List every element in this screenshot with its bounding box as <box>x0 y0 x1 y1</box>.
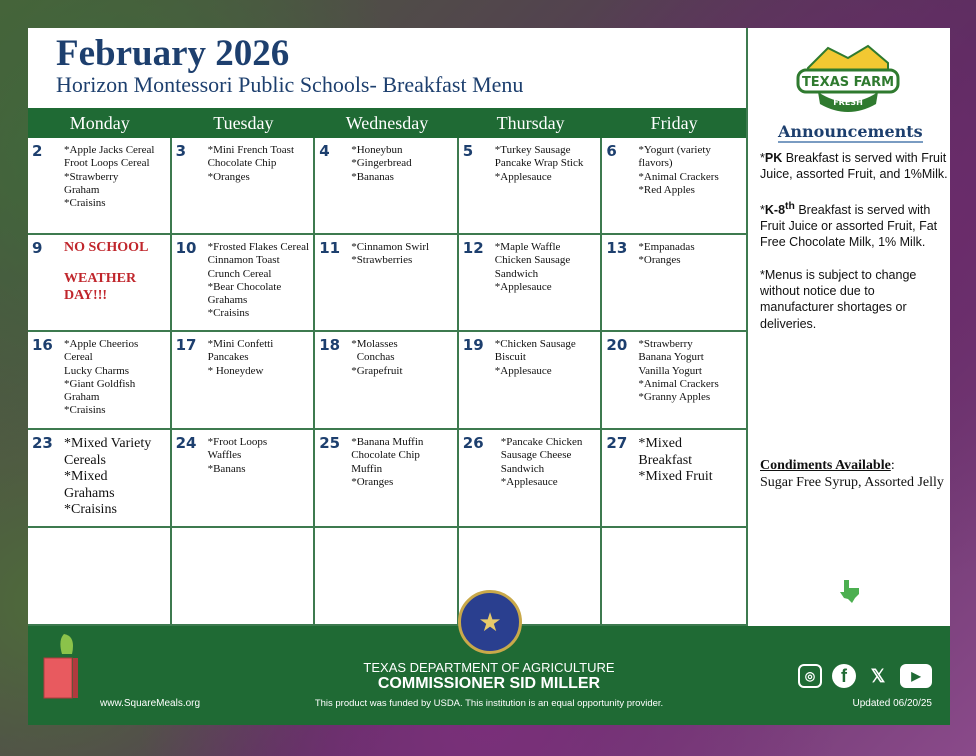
menu-item: *Empanadas <box>638 241 695 253</box>
menu-item: Cereal <box>64 351 93 364</box>
menu-item: Breakfast <box>638 452 693 468</box>
day-cell <box>459 235 603 332</box>
weekday-tuesday: Tuesday <box>213 113 274 133</box>
calendar-grid <box>28 138 746 626</box>
weekday-monday: Monday <box>69 113 130 133</box>
condiments-text: Sugar Free Syrup, Assorted Jelly <box>760 474 944 490</box>
menu-items <box>638 434 712 526</box>
announcements-text <box>760 150 948 348</box>
menus-note: *Menus is subject to change without notice due to manufacturer shortages or deliveries. <box>760 267 917 331</box>
tda-seal: ★ <box>458 590 522 654</box>
menu-item: *Craisins <box>64 197 106 210</box>
menu-item: *Animal Crackers <box>638 170 719 183</box>
menu-item: Sausage Cheese <box>500 449 572 462</box>
menu-item: *Bear Chocolate <box>207 280 282 293</box>
menu-item: Grahams <box>64 485 115 501</box>
day-number: 20 <box>606 336 628 354</box>
menu-item: *Mixed <box>638 436 682 451</box>
menu-items <box>495 434 583 526</box>
weekday-header <box>28 108 746 138</box>
menu-calendar <box>28 28 950 725</box>
day-number: 23 <box>32 434 53 452</box>
menu-items <box>64 434 151 526</box>
footer <box>28 606 950 725</box>
day-number: 17 <box>175 336 197 354</box>
menu-item: *Apple Jacks Cereal <box>64 144 155 156</box>
menu-item: *Oranges <box>638 254 681 267</box>
menu-item: *Applesauce <box>500 475 558 488</box>
notice-line: DAY!!! <box>64 288 108 303</box>
menu-item: *Mini Confetti <box>207 338 274 350</box>
menu-item: *Craisins <box>64 404 106 417</box>
menu-item: *Cinnamon Swirl <box>351 241 430 253</box>
menu-item: *Frosted Flakes Cereal <box>207 241 310 253</box>
day-cell <box>602 138 746 235</box>
notice-line: NO SCHOOL <box>64 240 149 255</box>
day-number: 6 <box>606 142 617 160</box>
menu-item: Cinnamon Toast <box>207 254 280 267</box>
menu-item: *Banans <box>207 462 246 475</box>
day-number: 24 <box>175 434 197 452</box>
day-cell <box>172 430 316 528</box>
day-number: 9 <box>32 239 43 257</box>
menu-item: *Mixed Variety <box>64 436 152 451</box>
menu-item: Chocolate Chip <box>207 157 277 170</box>
day-number: 13 <box>606 239 628 257</box>
menu-items <box>351 434 423 526</box>
day-cell <box>172 138 316 235</box>
day-number: 11 <box>319 239 341 257</box>
menu-item: *Strawberries <box>351 254 413 267</box>
condiments-label: Condiments Available <box>760 458 891 473</box>
menu-item: Crunch Cereal <box>207 267 272 280</box>
menu-item: *Banana Muffin <box>351 436 424 448</box>
weekday-thursday: Thursday <box>496 113 565 133</box>
day-number: 19 <box>462 336 484 354</box>
day-cell <box>602 528 746 626</box>
day-number: 25 <box>319 434 341 452</box>
menu-item: Chocolate Chip <box>351 449 420 462</box>
menu-item: *Turkey Sausage <box>494 144 571 156</box>
menu-items <box>208 336 274 428</box>
disclaimer: This product was funded by USDA. This institution is an equal opportunity provider. <box>314 698 664 709</box>
header <box>28 28 746 108</box>
day-number: 12 <box>462 239 484 257</box>
day-cell <box>172 235 316 332</box>
menu-item: Chicken Sausage <box>494 254 571 267</box>
menu-item: Conchas <box>351 351 395 364</box>
day-cell <box>28 430 172 528</box>
day-number: 27 <box>606 434 628 452</box>
notice-line: WEATHER <box>64 271 137 286</box>
notice-line <box>64 256 148 270</box>
menu-item: Sandwich <box>500 462 545 475</box>
announcements-heading: Announcements <box>778 122 923 141</box>
day-cell <box>602 430 746 528</box>
menu-item: *Grapefruit <box>351 364 403 377</box>
page-subtitle: Horizon Montessori Public Schools- Breakfast Menu <box>56 72 524 97</box>
menu-item: *Strawberry <box>64 170 119 183</box>
menu-items <box>638 142 718 233</box>
texas-farm-fresh-logo <box>788 38 908 118</box>
menu-item: Graham <box>64 183 100 196</box>
day-cell <box>459 332 603 430</box>
menu-items <box>208 434 268 526</box>
menu-item: *Honeybun <box>351 144 403 156</box>
menu-item: *Oranges <box>351 475 394 488</box>
day-cell <box>28 528 172 626</box>
menu-item: Vanilla Yogurt <box>638 364 702 377</box>
day-cell <box>315 430 459 528</box>
commissioner-name: COMMISSIONER SID MILLER <box>377 675 601 692</box>
menu-item: *Craisins <box>207 307 250 320</box>
menu-item: Lucky Charms <box>64 364 130 377</box>
menu-item: *Giant Goldfish <box>64 377 136 390</box>
weekday-friday: Friday <box>650 113 698 133</box>
day-cell <box>172 332 316 430</box>
pk-note: *PK Breakfast is served with Fruit Juice, assorted Fruit, and 1%Milk. <box>760 151 948 182</box>
menu-item: *Mixed Fruit <box>638 469 713 484</box>
menu-items <box>64 336 138 428</box>
day-cell <box>315 332 459 430</box>
menu-item: *Apple Cheerios <box>64 338 139 350</box>
youtube-icon[interactable]: ▶ <box>900 664 932 688</box>
menu-item: Grahams <box>207 294 248 307</box>
menu-item: *Mixed <box>64 469 108 484</box>
page-title: February 2026 <box>56 33 290 74</box>
menu-item: Sandwich <box>494 267 539 280</box>
day-cell <box>459 138 603 235</box>
menu-item: *Applesauce <box>494 280 552 293</box>
menu-item: Cereals <box>64 452 106 468</box>
day-cell <box>315 528 459 626</box>
menu-item: *Oranges <box>207 170 250 183</box>
day-number: 16 <box>32 336 53 354</box>
menu-item: *Mini French Toast <box>207 144 295 156</box>
condiments: Condiments Available: Sugar Free Syrup, Assorted Jelly <box>760 458 944 490</box>
day-cell <box>28 332 172 430</box>
menu-items <box>638 239 694 330</box>
dept-name: TEXAS DEPARTMENT OF AGRICULTURE <box>363 660 615 675</box>
menu-item: Graham <box>64 391 100 404</box>
day-cell <box>172 528 316 626</box>
menu-item: *Pancake Chicken <box>500 436 583 448</box>
menu-item: *Maple Waffle <box>494 241 561 253</box>
day-number: 26 <box>462 434 484 452</box>
svg-text:TEXAS FARM: TEXAS FARM <box>801 75 895 90</box>
texas-icon <box>836 578 862 604</box>
day-cell <box>602 235 746 332</box>
menu-items <box>64 239 148 330</box>
day-number: 3 <box>175 142 187 160</box>
svg-text:FRESH: FRESH <box>833 98 863 107</box>
website-link[interactable]: www.SquareMeals.org <box>100 698 201 709</box>
menu-item: *Applesauce <box>494 170 552 183</box>
menu-items <box>351 336 402 428</box>
facebook-icon[interactable]: f <box>832 664 856 688</box>
menu-item: *Chicken Sausage <box>494 338 576 350</box>
menu-items <box>208 239 309 330</box>
menu-item: *Animal Crackers <box>638 377 719 390</box>
menu-item: Biscuit <box>494 351 526 364</box>
day-cell <box>315 138 459 235</box>
day-cell <box>602 332 746 430</box>
k8-note: *K-8th Breakfast is served with Fruit Juice or assorted Fruit, Fat Free Chocolate Milk, 1% Milk. <box>760 200 938 250</box>
menu-items <box>495 239 570 330</box>
menu-items <box>351 142 411 233</box>
menu-item: Pancakes <box>207 351 249 364</box>
menu-item: *Strawberry <box>638 338 693 350</box>
menu-items <box>64 142 154 233</box>
menu-items <box>351 239 429 330</box>
menu-item: *Yogurt (variety <box>638 144 711 156</box>
day-number: 5 <box>462 142 474 160</box>
day-cell <box>28 138 172 235</box>
updated-date: Updated 06/20/25 <box>852 698 932 709</box>
day-number: 18 <box>319 336 341 354</box>
menu-item: *Applesauce <box>494 364 552 377</box>
menu-item: *Bananas <box>351 170 394 183</box>
day-cell <box>315 235 459 332</box>
menu-item: Banana Yogurt <box>638 351 704 364</box>
x-icon[interactable]: 𝕏 <box>870 665 886 686</box>
menu-item: *Red Apples <box>638 183 695 196</box>
day-cell <box>28 235 172 332</box>
menu-item: * Honeydew <box>207 364 264 377</box>
social-icons <box>798 664 932 688</box>
menu-items <box>208 142 294 233</box>
sidebar <box>746 28 950 626</box>
instagram-icon[interactable]: ◎ <box>798 664 822 688</box>
menu-item: Pancake Wrap Stick <box>494 157 584 170</box>
day-number: 4 <box>319 142 330 160</box>
menu-item: *Froot Loops <box>207 436 268 448</box>
menu-item: flavors) <box>638 157 673 170</box>
day-number: 10 <box>175 239 197 257</box>
menu-items <box>495 142 584 233</box>
menu-item: Muffin <box>351 462 383 475</box>
menu-item: *Molasses <box>351 338 398 350</box>
day-cell <box>459 430 603 528</box>
menu-item: Froot Loops Cereal <box>64 157 150 170</box>
menu-item: *Granny Apples <box>638 391 711 404</box>
day-number: 2 <box>32 142 43 160</box>
menu-item: *Craisins <box>64 502 117 517</box>
menu-items <box>638 336 718 428</box>
menu-item: Waffles <box>207 449 242 462</box>
menu-items <box>495 336 576 428</box>
weekday-wednesday: Wednesday <box>345 113 429 133</box>
menu-item: *Gingerbread <box>351 157 412 170</box>
